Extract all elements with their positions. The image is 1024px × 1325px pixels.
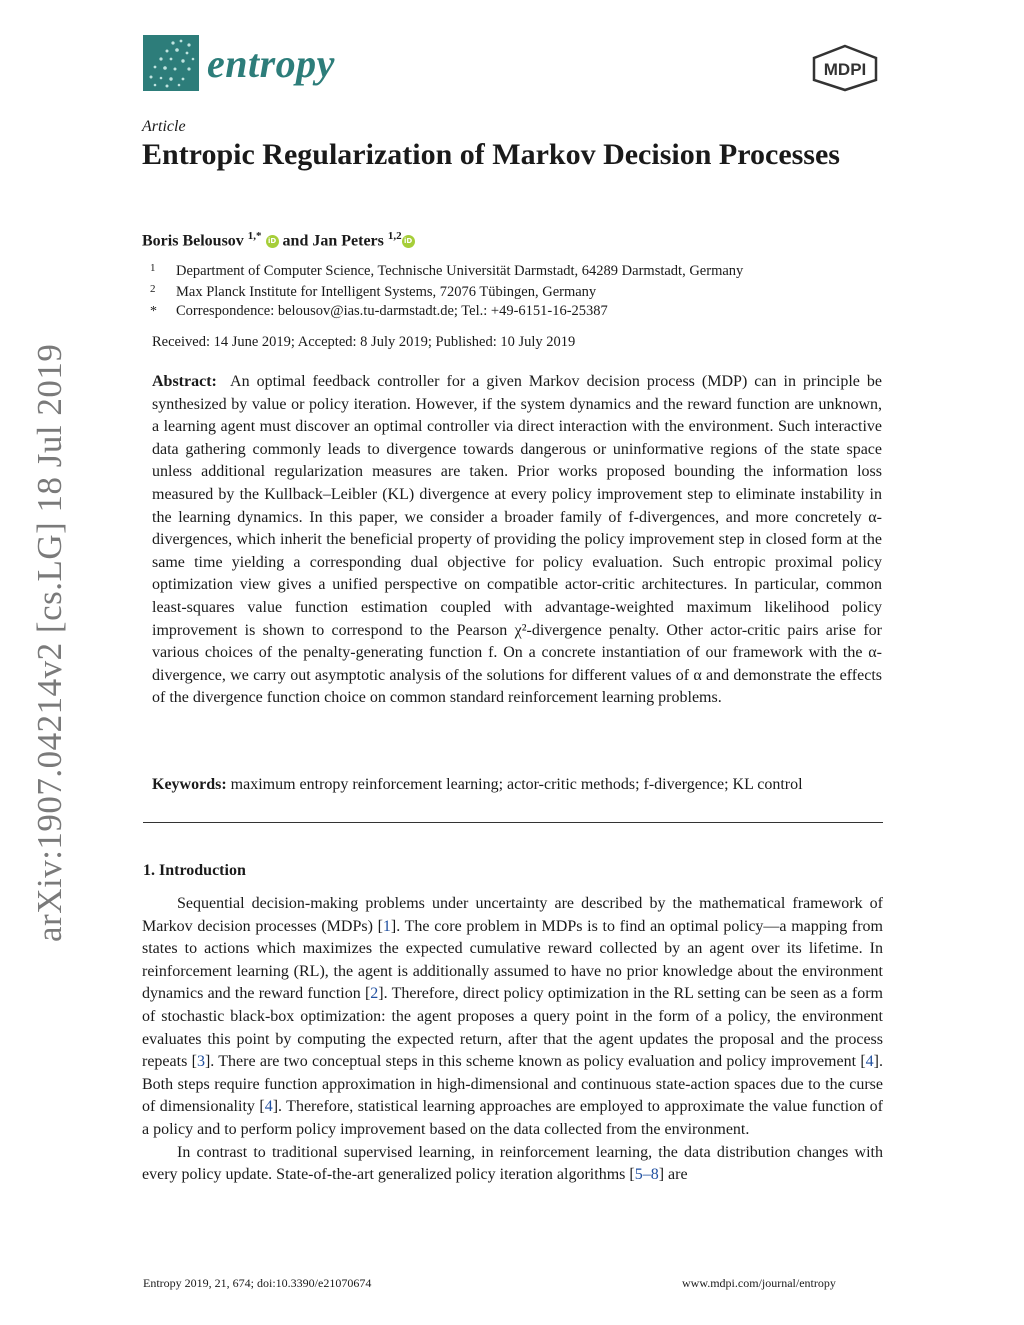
abstract [152,371,882,710]
paragraph: In contrast to traditional supervised learning, in reinforcement learning, the data distribution changes with every policy update. State-of-the-art generalized policy iteration algorithms [5–8] are [142,1143,883,1184]
keywords [152,776,882,794]
footer-citation: Entropy 2019, 21, 674; doi:10.3390/e21070674 [143,1276,372,1290]
publisher-logo [810,44,880,92]
arxiv-stamp: arXiv:1907.04214v2 [cs.LG] 18 Jul 2019 [30,343,69,942]
footer-url[interactable]: www.mdpi.com/journal/entropy [682,1276,836,1290]
journal-name: entropy [207,41,335,86]
author-list [142,230,415,250]
citation-link[interactable]: 2 [370,985,379,1003]
abstract-text: An optimal feedback controller for a given Markov decision process (MDP) can in principle be synthesized by value or policy iteration. However, if the system dynamics and the reward function are unknown, a learning agent must discover an optimal controller via direct interaction with the environment. Such interactive data gathering commonly leads to divergence towards dangerous or uninformative regions of the state space unless additional regularization measures are taken. Prior works proposed bounding the information loss measured by the Kullback–Leibler (KL) divergence at every policy improvement step to eliminate instability in the learning dynamics. In this paper, we consider a broader family of f-divergences, and more concretely α-divergences, which inherit the beneficial property of providing the policy improvement step in closed form at the same time yielding a corresponding dual objective for policy evaluation. Such entropic proximal policy optimization view gives a unified perspective on compatible actor-critic architectures. In particular, common least-squares value function estimation coupled with advantage-weighted maximum likelihood policy improvement is shown to correspond to the Pearson χ²-divergence penalty. Other actor-critic pairs arise for various choices of the penalty-generating function f. On a concrete instantiation of our framework with the α-divergence, we carry out asymptotic analysis of the solutions for different values of α and demonstrate the effects of the divergence function choice on common standard reinforcement learning problems. [152,373,882,707]
citation-link[interactable]: 4 [264,1098,273,1116]
keywords-text: maximum entropy reinforcement learning; actor-critic methods; f-divergence; KL control [230,776,803,793]
publication-dates: Received: 14 June 2019; Accepted: 8 July 2019; Published: 10 July 2019 [152,334,576,350]
paper-title: Entropic Regularization of Markov Decision Processes [142,138,840,171]
citation-link[interactable]: 4 [865,1053,874,1071]
author-name: and Jan Peters [282,232,384,250]
orcid-icon[interactable]: iD [402,235,415,248]
article-type: Article [142,118,186,135]
affiliation: 2 Max Planck Institute for Intelligent Systems, 72076 Tübingen, Germany [150,283,597,300]
author-affiliation-marks: 1,2 [387,230,402,242]
divider [143,822,883,823]
citation-link[interactable]: 5–8 [634,1166,659,1184]
correspondence: * Correspondence: belousov@ias.tu-darmstadt.de; Tel.: +49-6151-16-25387 [150,303,608,319]
citation-link[interactable]: 1 [382,917,391,935]
publisher-name: MDPI [823,60,867,79]
paragraph: Sequential decision-making problems under uncertainty are described by the mathematical framework of Markov decision processes (MDPs) [1]. The core problem in MDPs is to find an optimal policy—a mapping from states to actions which maximizes the expected cumulative reward collected by an agent over its lifetime. In reinforcement learning (RL), the agent is additionally assumed to have no prior knowledge about the environment dynamics and the reward function [2]. Therefore, direct policy optimization in the RL setting can be seen as a form of stochastic black-box optimization: the agent proposes a query point in the form of a policy, the environment evaluates this point by computing the expected return, after that the agent updates the proposal and the process repeats [3]. There are two conceptual steps in this scheme known as policy evaluation and policy improvement [4]. Both steps require function approximation in high-dimensional and continuous state-action spaces due to the curse of dimensionality [4]. Therefore, statistical learning approaches are employed to approximate the value function of a policy and to perform policy improvement based on the data collected from the environment. [142,895,884,1138]
body-text [142,893,883,1187]
keywords-label: Keywords: [152,776,227,793]
section-heading: 1. Introduction [143,862,246,879]
orcid-icon[interactable]: iD [266,235,279,248]
affiliation: 1 Department of Computer Science, Technische Universität Darmstadt, 64289 Darmstadt, Germany [150,262,744,279]
citation-link[interactable]: 3 [196,1053,205,1071]
author-affiliation-marks: 1,* [247,230,262,242]
abstract-label: Abstract: [152,373,217,390]
journal-logo-mark [143,35,199,91]
author-name: Boris Belousov [142,232,244,250]
